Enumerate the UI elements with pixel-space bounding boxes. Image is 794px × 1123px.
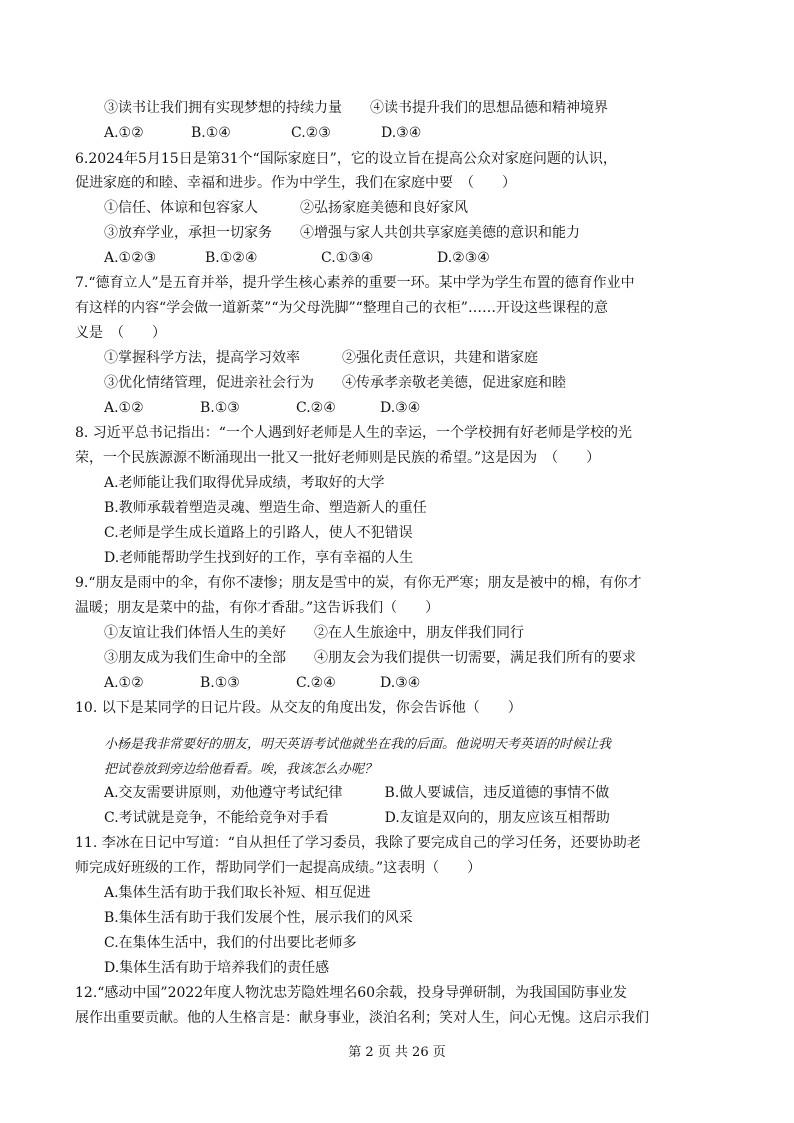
- choice-d: D.③④: [380, 675, 421, 691]
- choice-b: B.①③: [200, 675, 240, 691]
- q12-stem-line-2: 展作出重要贡献。他的人生格言是：献身事业，淡泊名利；笑对人生，问心无愧。这启示我们: [75, 1010, 649, 1026]
- q6-option-line-1-2: ①信任、体谅和包容家人 ②弘扬家庭美德和良好家风: [104, 200, 468, 216]
- q8-stem-line-2: 荣，一个民族源源不断涌现出一批又一批好老师则是民族的希望。”这是因为 （ ）: [75, 450, 601, 466]
- q6-stem-line-1: 6.2024年5月15日是第31个“国际家庭日”，它的设立旨在提高公众对家庭问题的认识，: [75, 151, 617, 167]
- q9-stem-line-2: 温暖；朋友是菜中的盐，有你才香甜。”这告诉我们（ ）: [75, 600, 440, 616]
- q8-option-d: D.老师能帮助学生找到好的工作，享有幸福的人生: [104, 550, 414, 566]
- q7-stem-line-1: 7.“德育立人”是五育并举，提升学生核心素养的重要一环。某中学为学生布置的德育作业中: [75, 275, 635, 291]
- q11-option-b: B.集体生活有助于我们发展个性，展示我们的风采: [104, 910, 413, 926]
- choice-a: A.①②: [104, 400, 144, 416]
- choice-d: D.③④: [380, 400, 421, 416]
- choice-d: D.②③④: [437, 250, 490, 266]
- q7-stem-line-3: 义是 （ ）: [75, 325, 166, 341]
- q5-answer-choices: [104, 123, 421, 143]
- choice-a: A.①②: [104, 675, 144, 691]
- page-number-footer: 第 2 页 共 26 页: [348, 1045, 446, 1060]
- choice-c: C.②④: [296, 675, 336, 691]
- q6-answer-choices: [104, 248, 490, 268]
- q7-option-line-1-2: ①掌握科学方法，提高学习效率 ②强化责任意识，共建和谐家庭: [104, 350, 538, 366]
- q10-option-line-a-b: A.交友需要讲原则，劝他遵守考试纪律 B.做人要诚信，违反道德的事情不做: [104, 785, 610, 801]
- q10-option-line-c-d: C.考试就是竞争，不能给竞争对手看 D.友谊是双向的，朋友应该互相帮助: [104, 810, 610, 826]
- q6-option-line-3-4: ③放弃学业，承担一切家务 ④增强与家人共创共享家庭美德的意识和能力: [104, 225, 580, 241]
- choice-b: B.①③: [200, 400, 240, 416]
- q8-option-a: A.老师能让我们取得优异成绩，考取好的大学: [104, 475, 385, 491]
- q10-stem: 10. 以下是某同学的日记片段。从交友的角度出发，你会告诉他（ ）: [75, 700, 522, 716]
- q12-stem-line-1: 12.“感动中国”2022年度人物沈忠芳隐姓埋名60余载，投身导弹研制，为我国国防事业发: [75, 985, 628, 1001]
- q11-option-c: C.在集体生活中，我们的付出要比老师多: [104, 935, 357, 951]
- q8-option-c: C.老师是学生成长道路上的引路人，使人不犯错误: [104, 525, 413, 541]
- q10-diary-line-1: 小杨是我非常要好的朋友，明天英语考试他就坐在我的后面。他说明天考英语的时候让我: [104, 737, 612, 752]
- q7-option-line-3-4: ③优化情绪管理，促进亲社会行为 ④传承孝亲敬老美德，促进家庭和睦: [104, 375, 566, 391]
- q9-answer-choices: [104, 673, 420, 693]
- choice-a: A.①②③: [104, 250, 157, 266]
- choice-d: D.③④: [381, 125, 422, 141]
- q8-option-b: B.教师承载着塑造灵魂、塑造生命、塑造新人的重任: [104, 500, 427, 516]
- q7-stem-line-2: 有这样的内容“学会做一道新菜”“为父母洗脚”“整理自己的衣柜”……开设这些课程的意: [75, 300, 608, 316]
- q9-option-line-1-2: ①友谊让我们体悟人生的美好 ②在人生旅途中，朋友伴我们同行: [104, 625, 524, 641]
- choice-b: B.①②④: [205, 250, 258, 266]
- choice-c: C.②④: [296, 400, 336, 416]
- choice-a: A.①②: [104, 125, 144, 141]
- q9-stem-line-1: 9.“朋友是雨中的伞，有你不凄惨；朋友是雪中的炭，有你无严寒；朋友是被中的棉，有你才: [75, 575, 642, 591]
- q9-option-line-3-4: ③朋友成为我们生命中的全部 ④朋友会为我们提供一切需要，满足我们所有的要求: [104, 650, 636, 666]
- q5-option-line-3-4: ③读书让我们拥有实现梦想的持续力量 ④读书提升我们的思想品德和精神境界: [104, 100, 608, 116]
- q7-answer-choices: [104, 398, 420, 418]
- choice-b: B.①④: [191, 125, 231, 141]
- q8-stem-line-1: 8. 习近平总书记指出：“一个人遇到好老师是人生的幸运，一个学校拥有好老师是学校的光: [75, 425, 632, 441]
- q11-stem-line-2: 师完成好班级的工作，帮助同学们一起提高成绩。”这表明（ ）: [75, 860, 482, 876]
- choice-c: C.①③④: [321, 250, 374, 266]
- q11-stem-line-1: 11. 李冰在日记中写道：“自从担任了学习委员，我除了要完成自己的学习任务，还要协助老: [75, 835, 641, 851]
- q10-diary-line-2: 把试卷放到旁边给他看看。唉，我该怎么办呢？: [104, 762, 378, 777]
- q6-stem-line-2: 促进家庭的和睦、幸福和进步。作为中学生，我们在家庭中要 （ ）: [75, 175, 516, 191]
- choice-c: C.②③: [291, 125, 331, 141]
- q11-option-d: D.集体生活有助于培养我们的责任感: [104, 960, 330, 976]
- q11-option-a: A.集体生活有助于我们取长补短、相互促进: [104, 885, 371, 901]
